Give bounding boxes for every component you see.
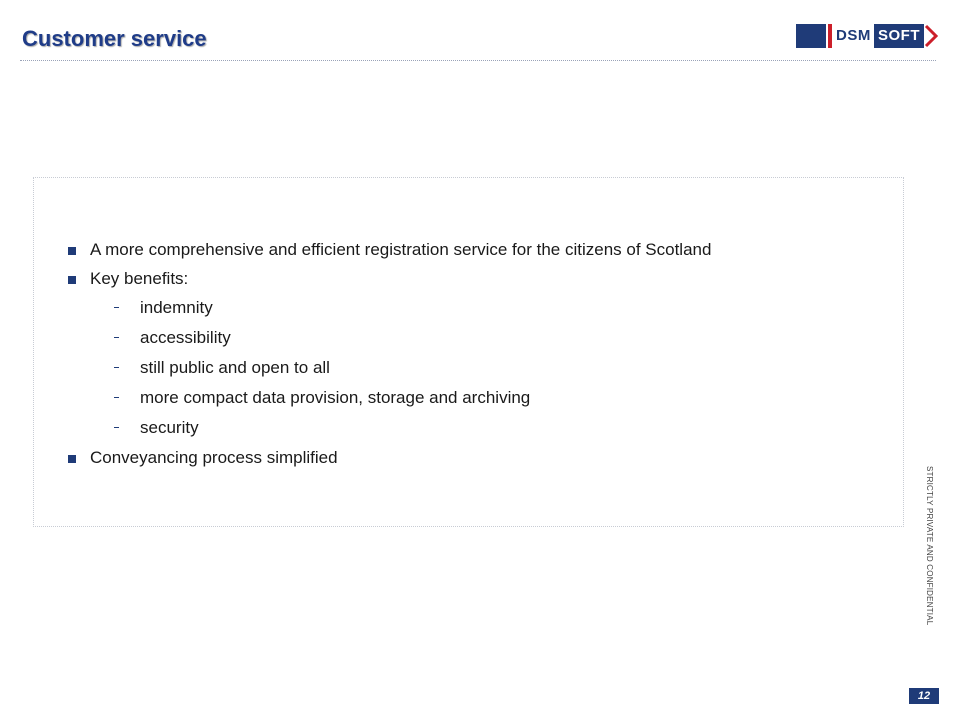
sub-bullet-text: accessibility [140,328,231,347]
bullet-list [66,240,711,477]
bullet-item [66,240,711,269]
title-divider [20,60,936,61]
confidential-label: STRICTLY PRIVATE AND CONFIDENTIAL [925,466,934,626]
sub-bullet-item [66,418,711,448]
bullet-text: A more comprehensive and efficient registration service for the citizens of Scotland [90,240,712,259]
bullet-text: Key benefits: [90,269,189,288]
square-bullet-icon [68,276,76,284]
dash-bullet-icon [114,427,119,428]
sub-bullet-item [66,358,711,388]
sub-bullet-text: more compact data provision, storage and archiving [140,388,531,407]
dash-bullet-icon [114,397,119,398]
bullet-item [66,448,711,477]
dash-bullet-icon [114,307,119,308]
sub-bullet-text: indemnity [140,298,213,317]
logo-red-bar [828,24,832,48]
sub-bullet-text: security [140,418,199,437]
dash-bullet-icon [114,337,119,338]
slide-title: Customer service [22,26,207,51]
dsmsoft-logo [796,24,942,50]
logo-text-soft: SOFT [878,27,920,44]
bullet-item [66,269,711,298]
chevron-right-icon [922,24,940,48]
sub-bullet-item [66,328,711,358]
bullet-text: Conveyancing process simplified [90,448,338,467]
sub-bullet-item [66,298,711,328]
logo-text-dsm: DSM [836,27,871,44]
logo-navy-block [796,24,826,48]
square-bullet-icon [68,247,76,255]
square-bullet-icon [68,455,76,463]
sub-bullet-text: still public and open to all [140,358,330,377]
page-number: 12 [909,688,939,704]
dash-bullet-icon [114,367,119,368]
sub-bullet-item [66,388,711,418]
